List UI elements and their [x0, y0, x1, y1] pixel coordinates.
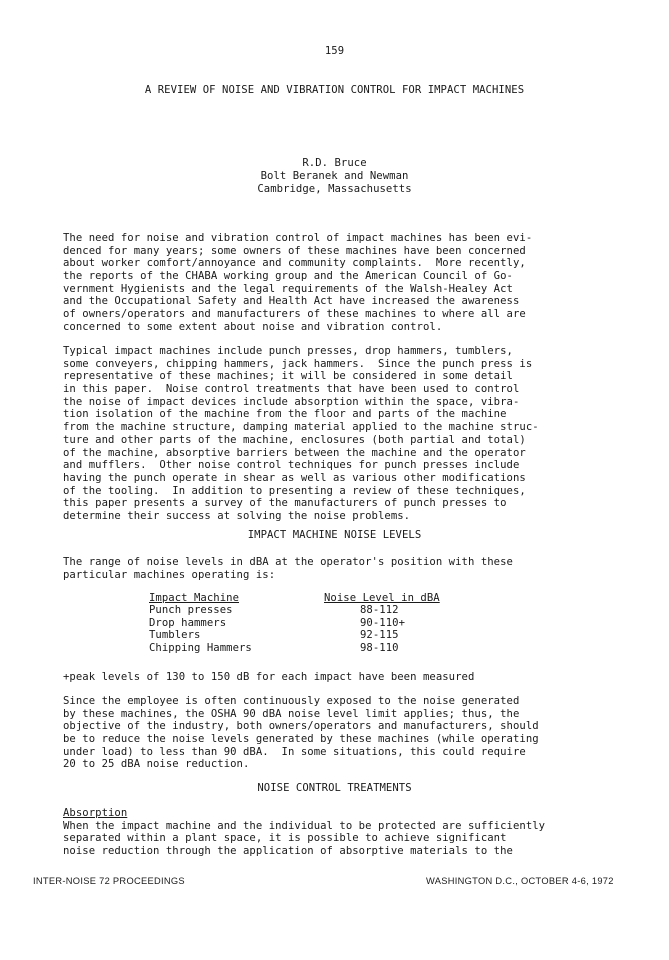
text-line: be to reduce the noise levels generated by these machines (while operating [63, 733, 539, 746]
range-paragraph [63, 556, 623, 581]
table-cell: Punch presses [149, 604, 233, 617]
text-line: some conveyers, chipping hammers, jack hammers. Since the punch press is [63, 357, 533, 370]
table-cell: Drop hammers [149, 616, 227, 629]
table-cell: 98-110 [360, 641, 399, 654]
text-line: and mufflers. Other noise control techniques for punch presses include [63, 459, 520, 472]
noise-level-table [149, 592, 500, 654]
footer-location-date: WASHINGTON D.C., OCTOBER 4-6, 1972 [426, 876, 614, 886]
intro-paragraph [63, 232, 623, 334]
author-organization: Bolt Beranek and Newman [260, 170, 409, 182]
absorption-section [63, 807, 623, 858]
text-line: noise reduction through the application of absorptive materials to the [63, 845, 513, 858]
text-line: +peak levels of 130 to 150 dB for each impact have been measured [63, 671, 475, 683]
table-header-row [149, 592, 500, 604]
absorption-heading: Absorption [63, 807, 128, 819]
typical-machines-paragraph [63, 345, 623, 523]
table-header: Impact Machine [149, 592, 239, 604]
text-line: the noise of impact devices include absorption within the space, vibra- [63, 395, 520, 408]
table-row [149, 604, 500, 616]
text-line: under load) to less than 90 dBA. In some situations, this could require [63, 745, 526, 758]
text-line: concerned to some extent about noise and vibration control. [63, 320, 443, 333]
osha-paragraph [63, 695, 623, 771]
text-line: of owners/operators and manufacturers of these machines to where all are [63, 308, 526, 321]
table-cell: Chipping Hammers [149, 641, 252, 654]
text-line: in this paper. Noise control treatments that have been used to control [63, 383, 520, 396]
text-line: the reports of the CHABA working group and the American Council of Go- [63, 270, 513, 283]
text-line: about worker comfort/annoyance and community complaints. More recently, [63, 257, 526, 270]
text-line: by these machines, the OSHA 90 dBA noise level limit applies; thus, the [63, 707, 520, 720]
table-header: Noise Level in dBA [324, 592, 440, 604]
table-cell: Tumblers [149, 629, 201, 642]
text-line: Typical impact machines include punch presses, drop hammers, tumblers, [63, 345, 513, 357]
section-heading-noise-levels: IMPACT MACHINE NOISE LEVELS [247, 529, 422, 541]
text-line: of the tooling. In addition to presenting a review of these techniques, [63, 484, 526, 497]
text-line: denced for many years; some owners of these machines have been concerned [63, 244, 526, 257]
author-name: R.D. Bruce [302, 157, 367, 169]
text-line: ture and other parts of the machine, enclosures (both partial and total) [63, 433, 526, 446]
text-line: of the machine, absorptive barriers between the machine and the operator [63, 446, 526, 459]
table-cell: 90-110+ [360, 616, 405, 629]
text-line: vernment Hygienists and the legal requirements of the Walsh-Healey Act [63, 282, 513, 295]
text-line: When the impact machine and the individual to be protected are sufficiently [63, 819, 546, 832]
text-line: tion isolation of the machine from the floor and parts of the machine [63, 408, 507, 421]
text-line: this paper presents a survey of the manufacturers of punch presses to [63, 497, 507, 510]
table-cell: 88-112 [360, 604, 399, 617]
text-line: separated within a plant space, it is possible to achieve significant [63, 832, 507, 845]
text-line: representative of these machines; it will be considered in some detail [63, 370, 513, 383]
text-line: determine their success at solving the noise problems. [63, 509, 411, 522]
table-row [149, 642, 500, 654]
text-line: 20 to 25 dBA noise reduction. [63, 758, 250, 771]
peak-note [63, 671, 623, 684]
section-heading-treatments: NOISE CONTROL TREATMENTS [257, 782, 412, 794]
text-line: having the punch operate in shear as well as various other modifications [63, 471, 526, 484]
text-line: The range of noise levels in dBA at the operator's position with these [63, 556, 513, 568]
text-line: objective of the industry, both owners/operators and manufacturers, should [63, 720, 539, 733]
table-row [149, 629, 500, 641]
text-line: and the Occupational Safety and Health Act have increased the awareness [63, 295, 520, 308]
text-line: Since the employee is often continuously exposed to the noise generated [63, 695, 520, 707]
text-line: The need for noise and vibration control of impact machines has been evi- [63, 232, 533, 244]
text-line: from the machine structure, damping material applied to the machine struc- [63, 421, 539, 434]
author-location: Cambridge, Massachusetts [257, 183, 412, 195]
table-row [149, 617, 500, 629]
table-cell: 92-115 [360, 629, 399, 642]
page-number: 159 [324, 45, 345, 57]
paper-title: A REVIEW OF NOISE AND VIBRATION CONTROL FOR IMPACT MACHINES [144, 84, 525, 96]
text-line: particular machines operating is: [63, 568, 276, 581]
footer-proceedings: INTER-NOISE 72 PROCEEDINGS [33, 876, 185, 886]
